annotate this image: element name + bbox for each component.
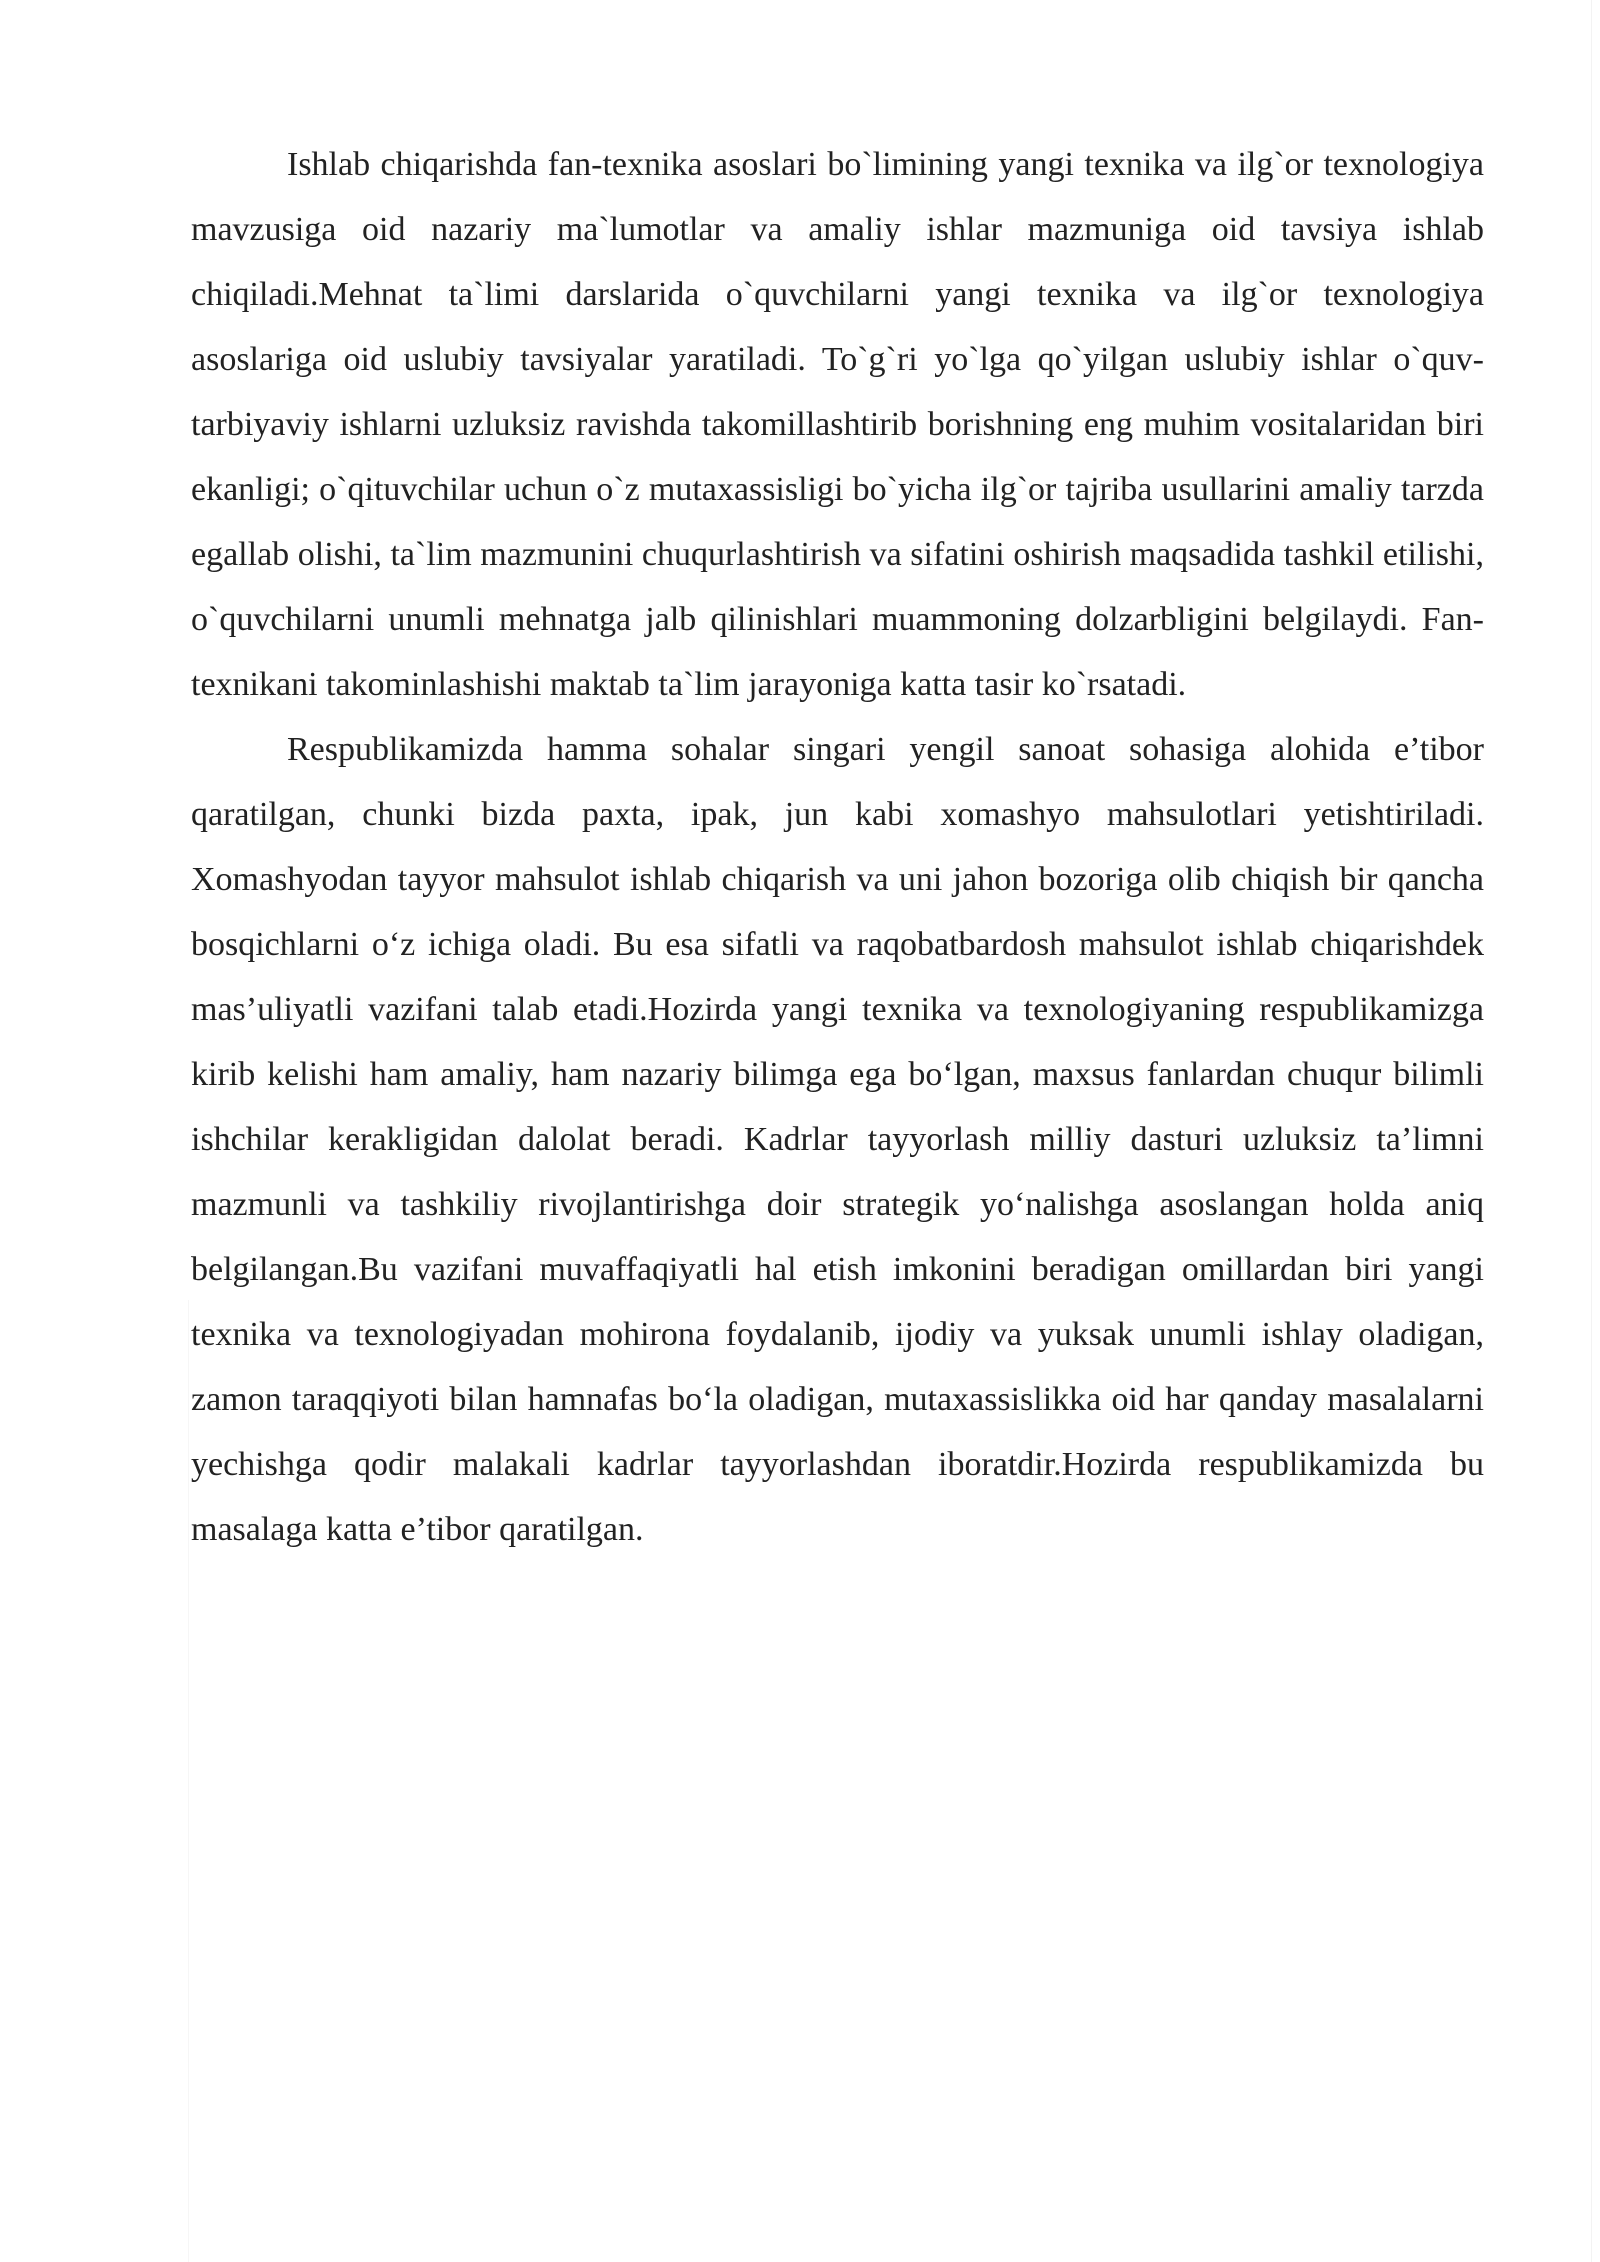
paragraph-1: Ishlab chiqarishda fan-texnika asoslari bo`limining yangi texnika va ilg`or texnologiya mavzusiga oid nazariy ma`lumotlar va amaliy ishlar mazmuniga oid tavsiya ishlab chiqiladi.Mehnat ta`limi darslarida o`quvchilarni yangi texnika va ilg`or texnologiya asoslariga oid uslubiy tavsiyalar yaratiladi. To`g`ri yo`lga qo`yilgan uslubiy ishlar o`quv-tarbiyaviy ishlarni uzluksiz ravishda takomillashtirib borishning eng muhim vositalaridan biri ekanligi; o`qituvchilar uchun o`z mutaxassisligi bo`yicha ilg`or tajriba usullarini amaliy tarzda egallab olishi, ta`lim mazmunini chuqurlashtirish va sifatini oshirish maqsadida tashkil etilishi, o`quvchilarni unumli mehnatga jalb qilinishlari muammoning dolzarbligini belgilaydi. Fan-texnikani takominlashishi maktab ta`lim jarayoniga katta tasir ko`rsatadi. bbox=[191, 146, 1484, 703]
page-edge bbox=[1591, 0, 1592, 2262]
paragraph-2: Respublikamizda hamma sohalar singari yengil sanoat sohasiga alohida e’tibor qaratilgan, chunki bizda paxta, ipak, jun kabi xomashyo mahsulotlari yetishtiriladi. Xomashyodan tayyor mahsulot ishlab chiqarish va uni jahon bozoriga olib chiqish bir qancha bosqichlarni o‘z ichiga oladi. Bu esa sifatli va raqobatbardosh mahsulot ishlab chiqarishdek mas’uliyatli vazifani talab etadi.Hozirda yangi texnika va texnologiyaning respublikamizga kirib kelishi ham amaliy, ham nazariy bilimga ega bo‘lgan, maxsus fanlardan chuqur bilimli ishchilar kerakligidan dalolat beradi. Kadrlar tayyorlash milliy dasturi uzluksiz ta’limni mazmunli va tashkiliy rivojlantirishga doir strategik yo‘nalishga asoslangan holda aniq belgilangan.Bu vazifani muvaffaqiyatli hal etish imkonini beradigan omillardan biri yangi texnika va texnologiyadan mohirona foydalanib, ijodiy va yuksak unumli ishlay oladigan, zamon taraqqiyoti bilan hamnafas bo‘la oladigan, mutaxassislikka oid har qanday masalalarni yechishga qodir malakali kadrlar tayyorlashdan iboratdir.Hozirda respublikamizda bu masalaga katta e’tibor qaratilgan. bbox=[191, 731, 1484, 1548]
margin-edge bbox=[188, 1300, 189, 2262]
document-body bbox=[191, 132, 1484, 1562]
